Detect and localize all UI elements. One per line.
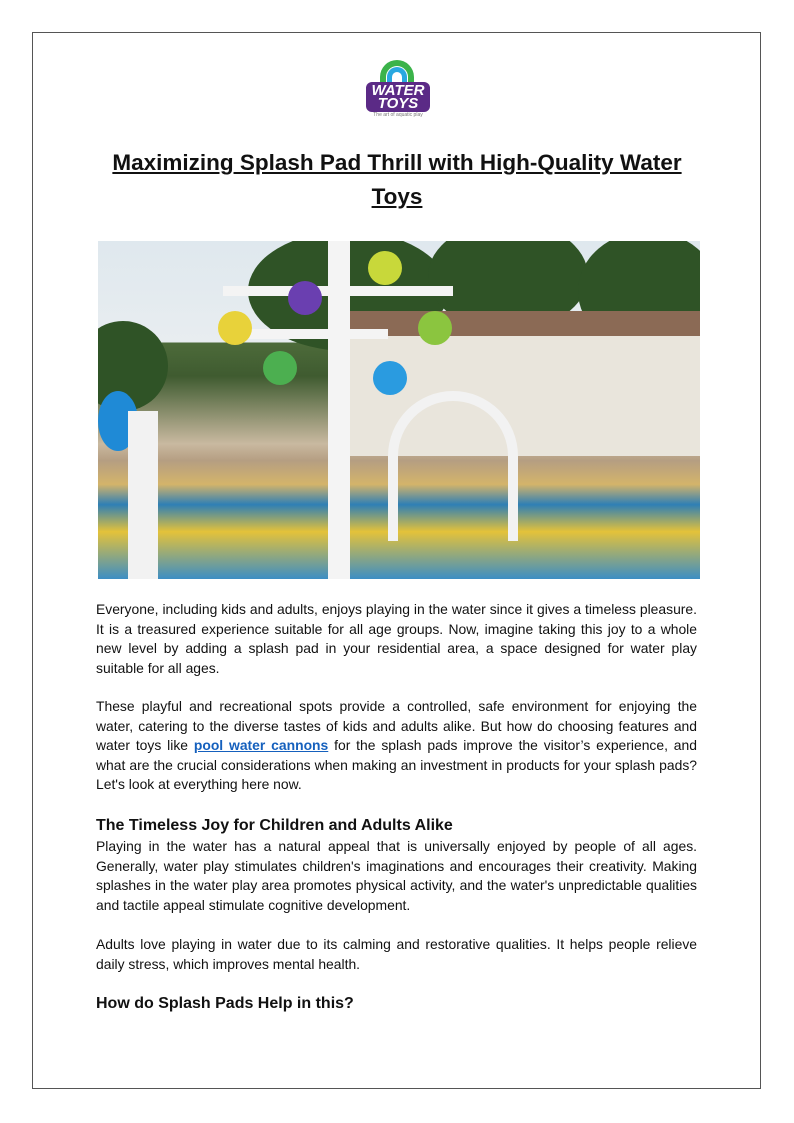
logo-text-water: WATER	[371, 82, 425, 99]
page-title: Maximizing Splash Pad Thrill with High-Quality Water Toys	[112, 150, 682, 209]
logo-wordmark	[366, 82, 430, 112]
pool-water-cannons-link[interactable]: pool water cannons	[193, 737, 329, 753]
adults-paragraph: Adults love playing in water due to its calming and restorative qualities. It helps people relieve daily stress, which improves mental health.	[96, 936, 697, 972]
features-paragraph	[96, 697, 697, 795]
water-toys-logo	[362, 52, 434, 122]
logo-tagline: The art of aquatic play	[373, 112, 423, 118]
paragraph-text: These playful and recreational spots provide a controlled, safe environment for enjoying the water, catering to the diverse tastes of kids and adults alike. But how do choosing features and water toys like	[96, 698, 697, 753]
intro-paragraph: Everyone, including kids and adults, enjoys playing in the water since it gives a timeless pleasure. It is a treasured experience suitable for all age groups. Now, imagine taking this joy to a whole new level by adding a splash pad in your residential area, a space designed for water play suitable for all ages.	[96, 601, 697, 676]
children-paragraph: Playing in the water has a natural appeal that is universally enjoyed by people of all ages. Generally, water play stimulates children's imaginations and encourages their creativity. Making splashes in the water play area promotes physical activity, and the water's unpredictable qualities and tactile appeal stimulate cognitive development.	[96, 838, 697, 913]
section-heading-splash-pads: How do Splash Pads Help in this?	[96, 995, 354, 1012]
paragraph-text: for the splash pads improve the visitor’s experience, and what are the crucial considerations when making an investment in products for your splash pads? Let's look at everything here now.	[96, 737, 697, 792]
logo-text-toys: TOYS	[377, 95, 419, 112]
splash-pad-photo	[98, 241, 700, 579]
section-heading-timeless-joy: The Timeless Joy for Children and Adults Alike	[96, 817, 453, 834]
